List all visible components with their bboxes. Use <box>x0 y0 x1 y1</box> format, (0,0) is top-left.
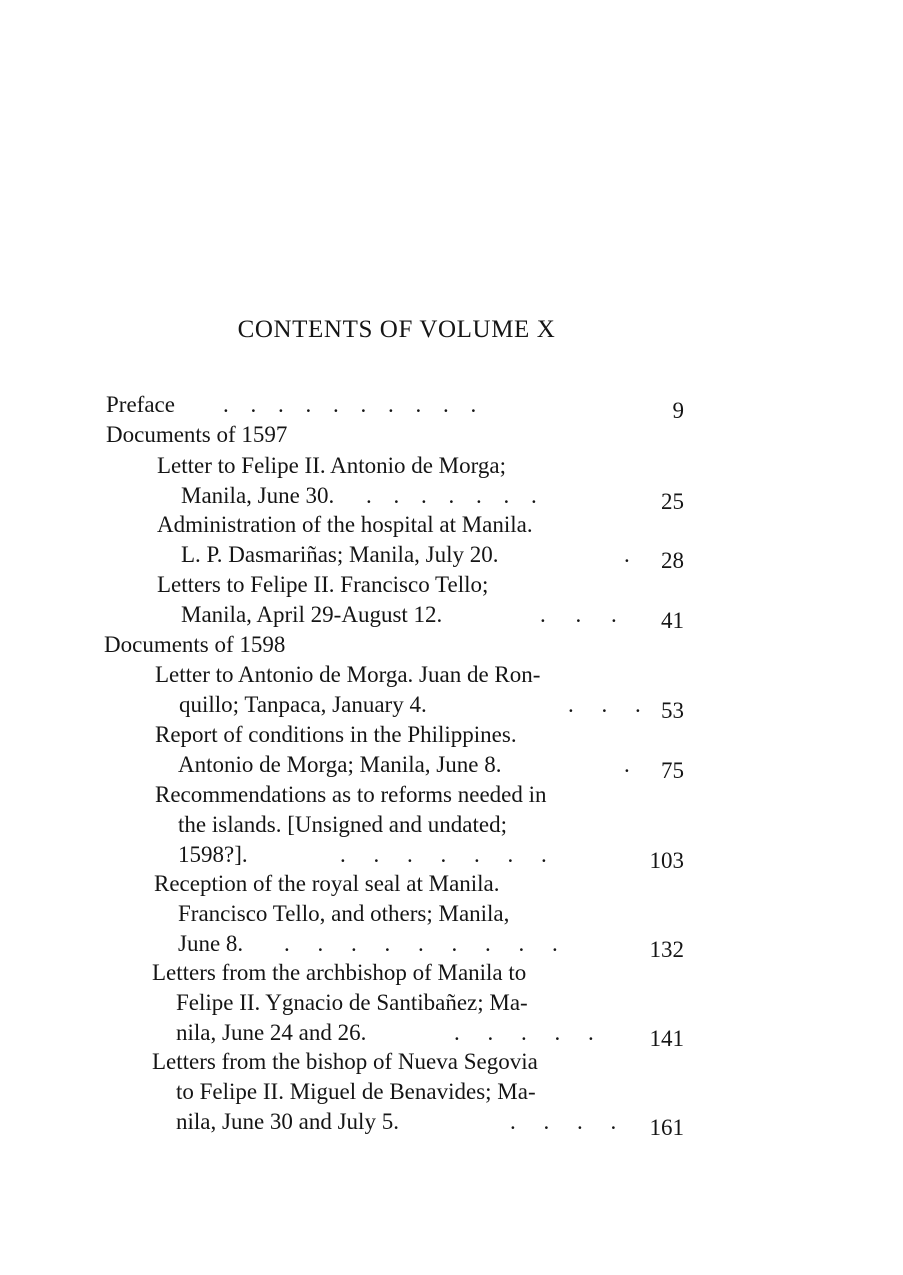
leader-dots: . . . . <box>510 1109 617 1134</box>
toc-entry-text: Letters from the bishop of Nueva Segovia <box>152 1049 538 1074</box>
toc-entry-text: Recommendations as to reforms needed in <box>155 782 547 807</box>
leader-dots: . <box>624 752 630 777</box>
toc-entry-text: Letters from the archbishop of Manila to <box>152 960 527 985</box>
leader-dots: . . . <box>568 692 641 717</box>
leader-dots: . . . . . . . . . <box>284 931 558 956</box>
page-number: 141 <box>649 1026 684 1051</box>
page-number: 75 <box>661 758 684 783</box>
toc-entry-text: L. P. Dasmariñas; Manila, July 20. <box>181 542 499 567</box>
toc-entry-text: Letter to Felipe II. Antonio de Morga; <box>157 453 506 478</box>
page-number: 103 <box>649 848 684 873</box>
page-title: CONTENTS OF VOLUME X <box>237 316 556 343</box>
toc-entry-text: Administration of the hospital at Manila. <box>157 512 533 537</box>
leader-dots: . . . . . . . <box>366 483 537 508</box>
toc-entry-text: Report of conditions in the Philippines. <box>155 722 517 747</box>
page-number: 9 <box>672 398 684 423</box>
toc-entry-text: Felipe II. Ygnacio de Santibañez; Ma- <box>176 990 528 1015</box>
page-number: 28 <box>661 548 684 573</box>
toc-entry-text: June 8. <box>178 931 244 956</box>
toc-entry-text: quillo; Tanpaca, January 4. <box>179 692 427 717</box>
toc-entry-text: Letter to Antonio de Morga. Juan de Ron- <box>155 662 541 687</box>
leader-dots: . . . <box>540 602 617 627</box>
toc-section-heading: Documents of 1597 <box>106 422 288 447</box>
page-number: 161 <box>649 1115 684 1140</box>
leader-dots: . . . . . <box>454 1020 594 1045</box>
page-number: 41 <box>661 608 684 633</box>
page-number: 53 <box>661 698 684 723</box>
toc-entry-text: nila, June 30 and July 5. <box>176 1109 399 1134</box>
toc-entry-text: Preface <box>106 392 175 417</box>
toc-entry-text: Francisco Tello, and others; Manila, <box>178 901 510 926</box>
page-number: 25 <box>661 489 684 514</box>
leader-dots: . <box>624 542 630 567</box>
leader-dots: . . . . . . . <box>340 842 547 867</box>
leader-dots: . . . . . . . . . . <box>223 392 477 417</box>
toc-entry-text: Letters to Felipe II. Francisco Tello; <box>157 572 489 597</box>
toc-entry-text: Reception of the royal seal at Manila. <box>154 871 500 896</box>
toc-entry-text: Manila, June 30. <box>181 483 335 508</box>
toc-entry-text: Antonio de Morga; Manila, June 8. <box>178 752 502 777</box>
toc-entry-text: 1598?]. <box>178 842 248 867</box>
toc-entry-text: Manila, April 29-August 12. <box>181 602 443 627</box>
page-number: 132 <box>649 937 684 962</box>
toc-section-heading: Documents of 1598 <box>104 632 286 657</box>
toc-entry-text: nila, June 24 and 26. <box>176 1020 367 1045</box>
toc-entry-text: to Felipe II. Miguel de Benavides; Ma- <box>176 1079 536 1104</box>
toc-entry-text: the islands. [Unsigned and undated; <box>178 812 507 837</box>
